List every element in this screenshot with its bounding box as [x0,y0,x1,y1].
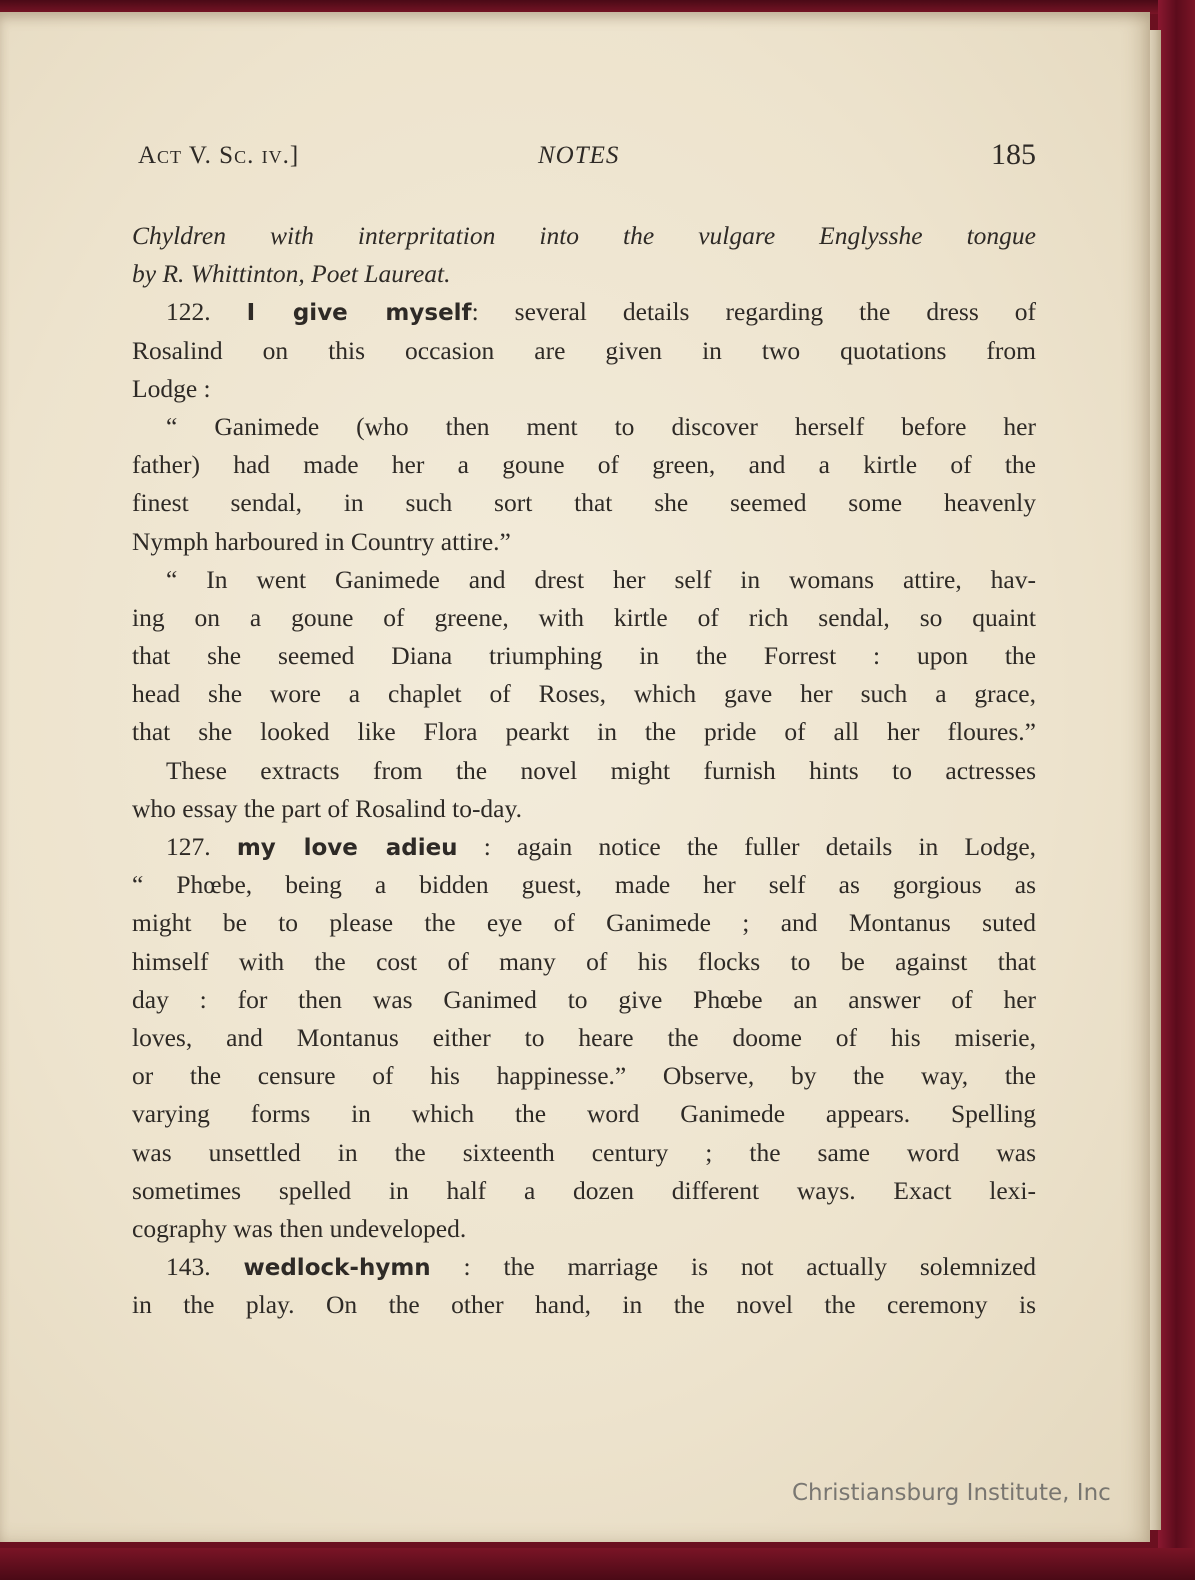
line-text: day : for then was Ganimed to give Phœbe an answer of her [132,984,1036,1014]
line-text: who essay the part of Rosalind to-day. [132,793,522,823]
text-line [132,599,1036,637]
text-line [132,1172,1036,1210]
line-text: or the censure of his happinesse.” Observe, by the way, the [132,1061,1036,1091]
line-text: head she wore a chaplet of Roses, which gave her such a grace, [132,679,1036,709]
text-line [132,1248,1036,1286]
text-line [132,370,1036,408]
line-text: was unsettled in the sixteenth century ; the same word was [132,1137,1036,1167]
line-text: in the play. On the other hand, in the novel the ceremony is [132,1290,1036,1320]
line-text: by R. Whittinton, Poet Laureat. [132,259,451,289]
line-text: father) had made her a goune of green, and a kirtle of the [132,450,1036,480]
text-line [132,255,1036,293]
line-text: : several details regarding the dress of [471,297,1037,327]
text-line [132,866,1036,904]
text-line [132,790,1036,828]
line-text: Nymph harboured in Country attire.” [132,526,511,556]
line-text: : again notice the fuller details in Lodge, [457,832,1037,861]
text-line [132,408,1036,446]
text-line [132,943,1036,981]
text-line [132,904,1036,942]
text-line [132,1019,1036,1057]
note-number: 143. [166,1252,244,1282]
text-line [132,446,1036,484]
line-text: : the marriage is not actually solemnized [430,1252,1037,1282]
page-number: 185 [991,138,1036,171]
line-text: Rosalind on this occasion are given in two quotations from [132,335,1036,365]
text-line [132,1095,1036,1133]
running-head [138,140,1036,180]
text-line [132,217,1036,255]
running-head-title: NOTES [538,142,620,169]
line-text: that she looked like Flora pearkt in the pride of all her floures.” [132,717,1036,747]
note-number: 122. [166,297,247,327]
text-line [132,828,1036,866]
text-line [132,484,1036,522]
text-line [132,675,1036,713]
line-text: ing on a goune of greene, with kirtle of rich sendal, so quaint [132,602,1036,632]
line-text: loves, and Montanus either to heare the doome of his miserie, [132,1022,1036,1052]
line-text: Chyldren with interpritation into the vulgare Englysshe tongue [132,221,1036,250]
line-text: that she seemed Diana triumphing in the Forrest : upon the [132,641,1036,671]
text-line [132,713,1036,751]
text-line [132,1286,1036,1324]
line-text: might be to please the eye of Ganimede ; and Montanus suted [132,908,1036,938]
note-number: 127. [166,832,237,861]
text-line [132,752,1036,790]
text-line [132,981,1036,1019]
line-text: “ Phœbe, being a bidden guest, made her self as gorgious as [132,870,1036,900]
line-text: varying forms in which the word Ganimede appears. Spelling [132,1099,1036,1129]
text-line [132,1057,1036,1095]
line-text: finest sendal, in such sort that she seemed some heavenly [132,488,1036,518]
line-text: “ Ganimede (who then ment to discover herself before her [166,411,1036,441]
text-line [132,561,1036,599]
running-head-section: Act V. Sc. iv.] [138,142,300,169]
line-text: himself with the cost of many of his flocks to be against that [132,946,1036,976]
notes-body [132,217,1036,1324]
text-line [132,293,1036,331]
note-headword: I give myself [246,300,472,327]
note-headword: my love adieu [236,835,458,861]
line-text: cography was then undeveloped. [132,1213,467,1243]
note-headword: wedlock-hymn [243,1255,431,1282]
book-binding-bottom [0,1548,1195,1580]
line-text: sometimes spelled in half a dozen different ways. Exact lexi- [132,1175,1036,1205]
text-line [132,523,1036,561]
line-text: “ In went Ganimede and drest her self in womans attire, hav- [166,564,1036,594]
watermark: Christiansburg Institute, Inc [792,1480,1111,1506]
text-line [132,1134,1036,1172]
text-line [132,637,1036,675]
line-text: These extracts from the novel might furnish hints to actresses [166,755,1036,785]
text-line [132,1210,1036,1248]
book-binding-right [1158,0,1195,1580]
line-text: Lodge : [132,373,211,403]
text-line [132,332,1036,370]
